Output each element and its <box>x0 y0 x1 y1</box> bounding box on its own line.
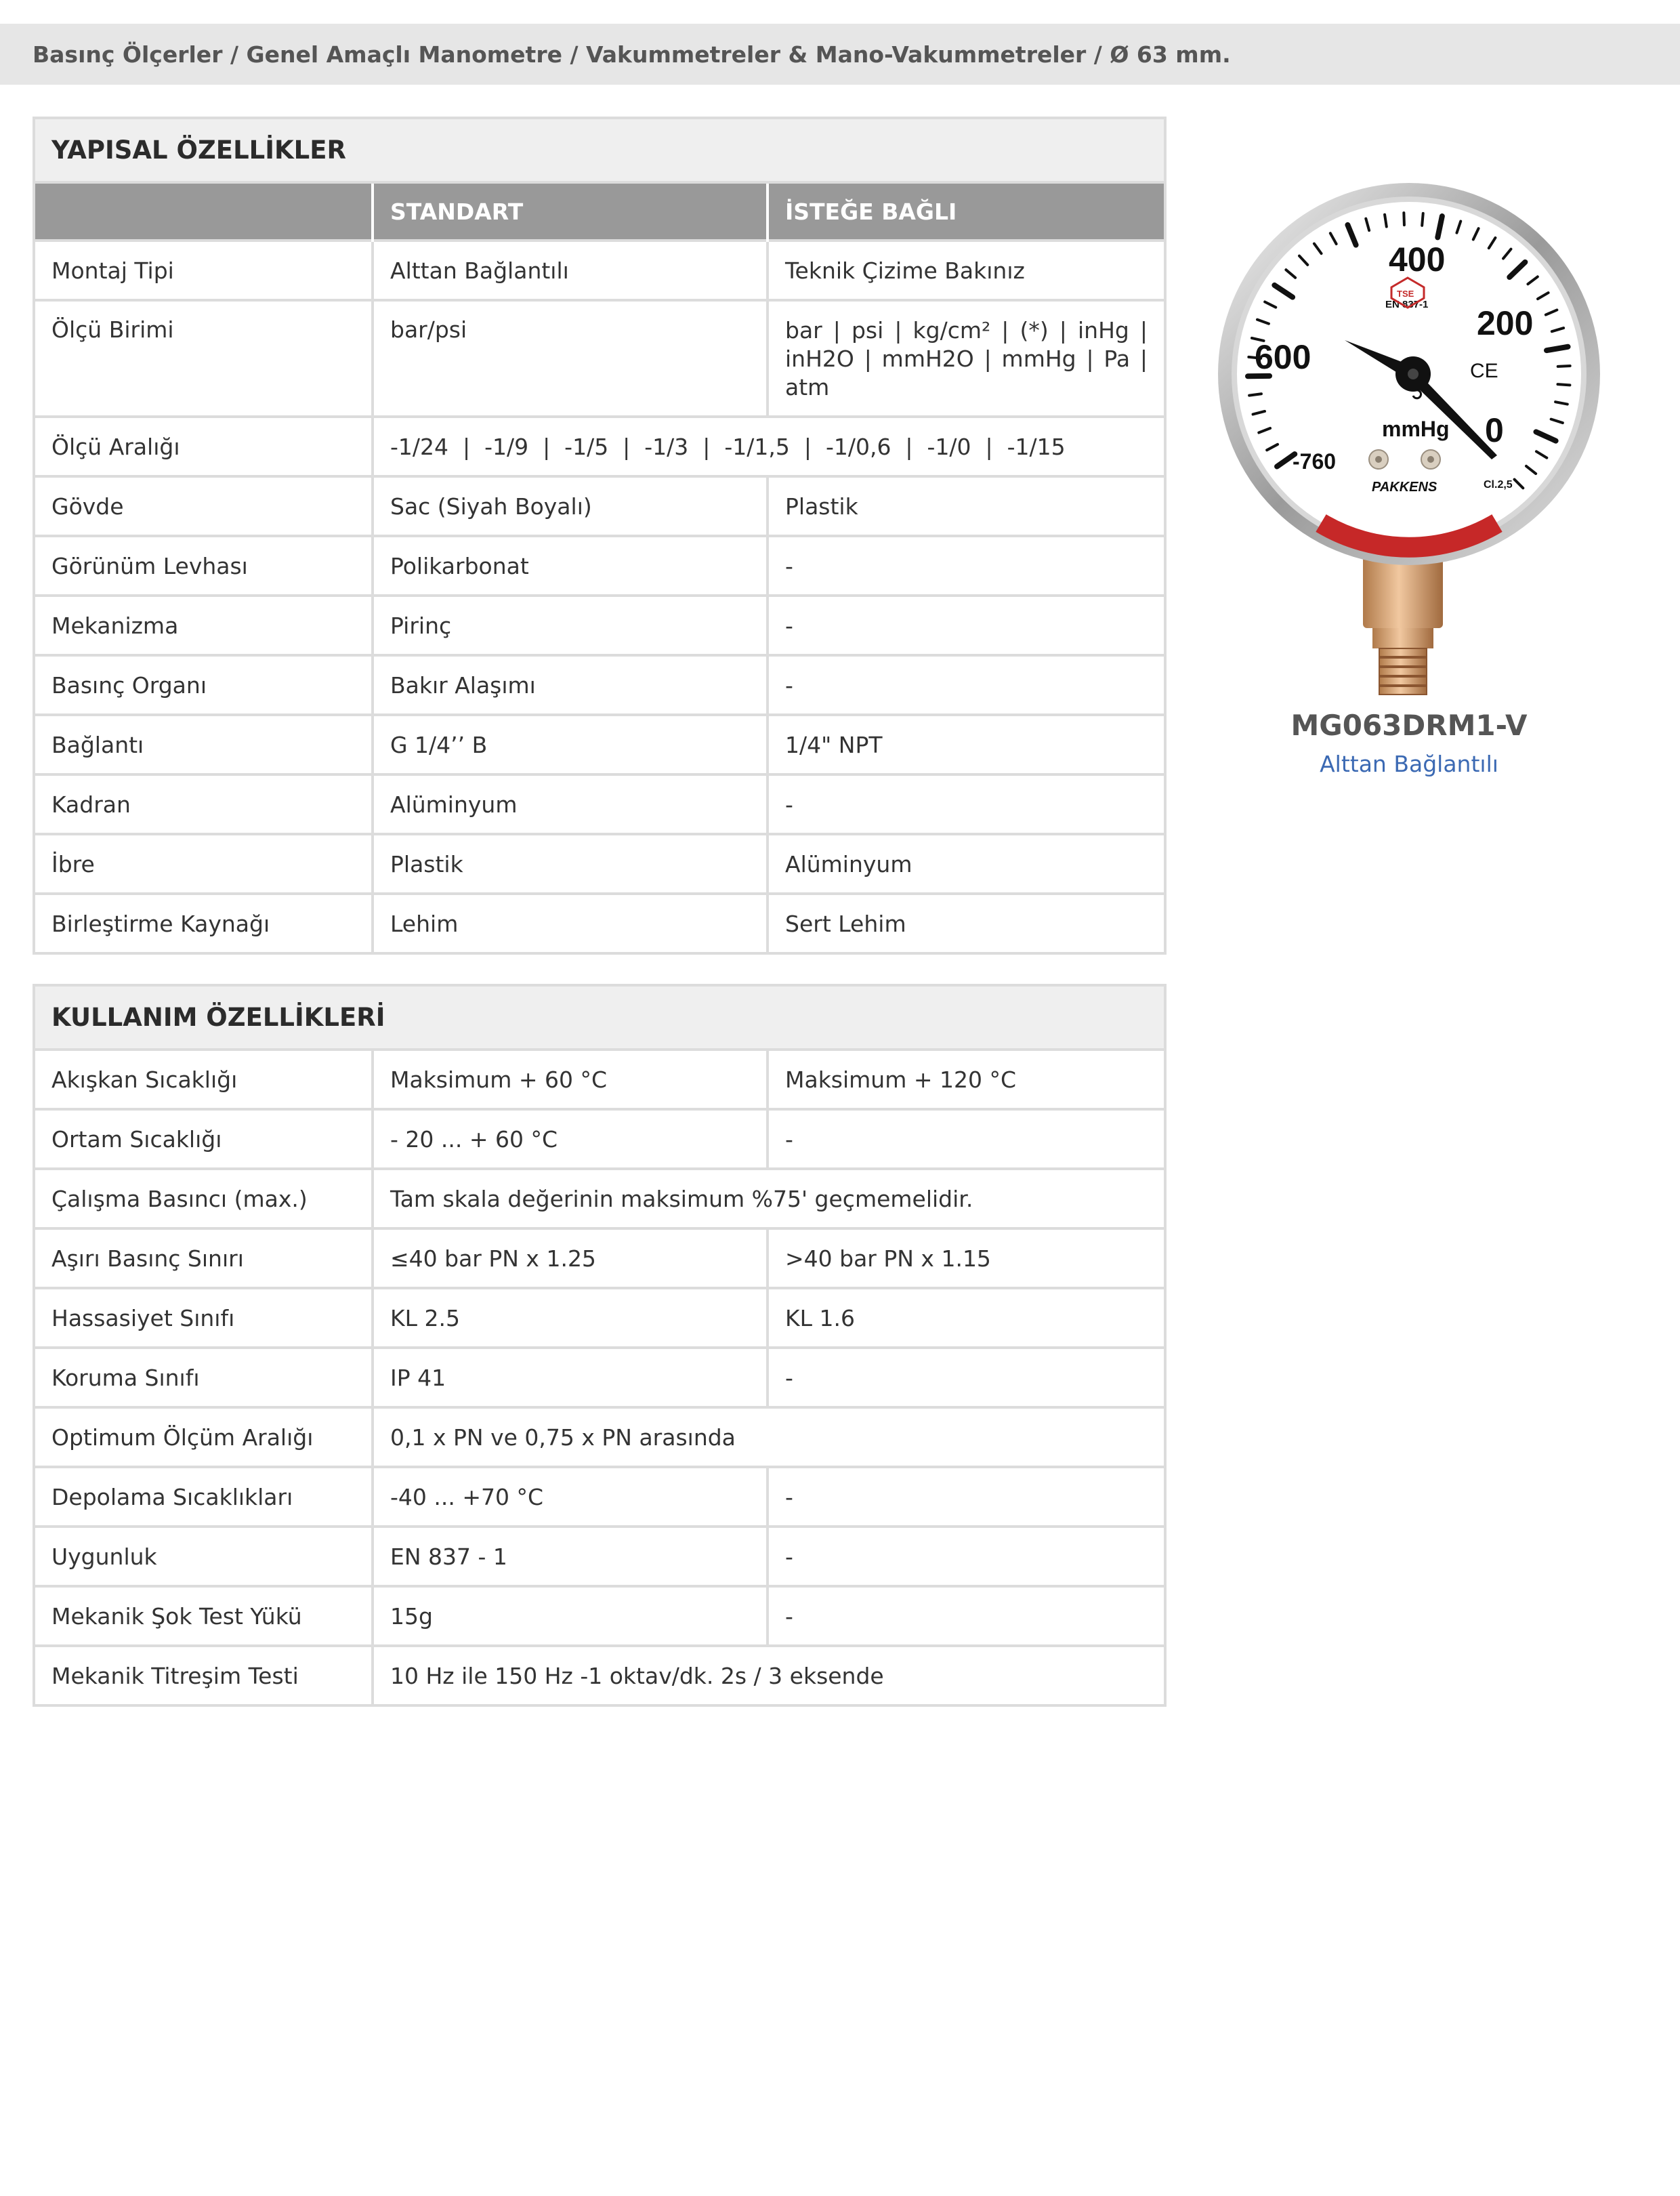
gauge-label-min: -760 <box>1293 449 1337 474</box>
spec-optional-value: Teknik Çizime Bakınız <box>768 241 1165 300</box>
spec-optional-value: - <box>768 1586 1165 1646</box>
spec-row <box>34 1348 1165 1407</box>
spec-optional-value: - <box>768 1527 1165 1586</box>
spec-row <box>34 655 1165 715</box>
spec-row <box>34 536 1165 596</box>
spec-optional-value: - <box>768 1348 1165 1407</box>
usage-spec-table <box>33 984 1167 1707</box>
column-header-blank <box>34 182 373 241</box>
spec-optional-value: KL 1.6 <box>768 1288 1165 1348</box>
gauge-class: Cl.2,5 <box>1484 479 1513 491</box>
spec-label: Çalışma Basıncı (max.) <box>34 1169 373 1228</box>
spec-standard-value: Maksimum + 60 °C <box>373 1050 768 1109</box>
column-header-optional: İSTEĞE BAĞLI <box>768 182 1165 241</box>
usage-spec-body <box>34 1050 1165 1705</box>
spec-label: Hassasiyet Sınıfı <box>34 1288 373 1348</box>
spec-optional-value: Plastik <box>768 476 1165 536</box>
spec-label: Mekanik Şok Test Yükü <box>34 1586 373 1646</box>
spec-row <box>34 1646 1165 1705</box>
ce-mark: CE <box>1470 360 1498 382</box>
spec-merged-value: 0,1 x PN ve 0,75 x PN arasında <box>373 1407 1165 1467</box>
spec-label: Görünüm Levhası <box>34 536 373 596</box>
spec-label: Uygunluk <box>34 1527 373 1586</box>
spec-label: Optimum Ölçüm Aralığı <box>34 1407 373 1467</box>
spec-optional-value: >40 bar PN x 1.15 <box>768 1228 1165 1288</box>
breadcrumb-bar <box>0 24 1680 85</box>
spec-label: Aşırı Basınç Sınırı <box>34 1228 373 1288</box>
spec-label: Ortam Sıcaklığı <box>34 1109 373 1169</box>
svg-text:TSE: TSE <box>1397 289 1414 299</box>
gauge-label-200: 200 <box>1477 304 1534 342</box>
spec-optional-value: - <box>768 596 1165 655</box>
structural-spec-table <box>33 117 1167 955</box>
spec-optional-value: Maksimum + 120 °C <box>785 1066 1017 1093</box>
spec-standard-value: KL 2.5 <box>373 1288 768 1348</box>
spec-standard-value: ≤40 bar PN x 1.25 <box>373 1228 768 1288</box>
spec-label: İbre <box>34 834 373 894</box>
spec-standard-value: Sac (Siyah Boyalı) <box>373 476 768 536</box>
spec-optional-value: - <box>768 536 1165 596</box>
gauge-unit: mmHg <box>1382 417 1450 441</box>
spec-merged-value: 10 Hz ile 150 Hz -1 oktav/dk. 2s / 3 eksende <box>373 1646 1165 1705</box>
section-title-usage: KULLANIM ÖZELLİKLERİ <box>34 985 1165 1050</box>
gauge-label-400: 400 <box>1389 241 1446 278</box>
spec-label: Basınç Organı <box>34 655 373 715</box>
spec-standard-value: G 1/4’’ B <box>373 715 768 774</box>
spec-label: Birleştirme Kaynağı <box>34 894 373 953</box>
spec-standard-value: Alüminyum <box>373 774 768 834</box>
spec-label: Bağlantı <box>34 715 373 774</box>
spec-row <box>34 1228 1165 1288</box>
product-code: MG063DRM1-V <box>1290 709 1528 742</box>
product-subtitle-link[interactable]: Alttan Bağlantılı <box>1320 751 1498 777</box>
spec-standard-value: Alttan Bağlantılı <box>373 241 768 300</box>
gauge-tick <box>1385 215 1387 227</box>
column-header-row <box>34 182 1165 241</box>
spec-standard-value: 15g <box>373 1586 768 1646</box>
spec-row <box>34 834 1165 894</box>
spec-standard-value: EN 837 - 1 <box>373 1527 768 1586</box>
gauge-label-0: 0 <box>1485 411 1504 449</box>
gauge-tick <box>1557 384 1570 385</box>
spec-row <box>34 1407 1165 1467</box>
spec-standard-value: Pirinç <box>373 596 768 655</box>
spec-optional-value: - <box>768 1467 1165 1527</box>
gauge-tick <box>1547 347 1568 350</box>
spec-label: Gövde <box>34 476 373 536</box>
gauge-brand: PAKKENS <box>1372 480 1437 495</box>
spec-label: Mekanik Titreşim Testi <box>34 1646 373 1705</box>
spec-standard-value: - 20 ... + 60 °C <box>373 1109 768 1169</box>
spec-standard-value: bar/psi <box>373 300 768 417</box>
gauge-tick <box>1422 213 1423 226</box>
spec-row <box>34 1050 1165 1109</box>
spec-standard-value: Plastik <box>373 834 768 894</box>
spec-row <box>34 1109 1165 1169</box>
spec-row <box>34 774 1165 834</box>
spec-row <box>34 596 1165 655</box>
spec-label: Koruma Sınıfı <box>34 1348 373 1407</box>
spec-optional-value: - <box>768 1109 1165 1169</box>
spec-row <box>34 715 1165 774</box>
spec-standard-value: Polikarbonat <box>373 536 768 596</box>
spec-optional-value: - <box>768 655 1165 715</box>
spec-label: Montaj Tipi <box>34 241 373 300</box>
gauge-label-600: 600 <box>1255 338 1311 376</box>
breadcrumb: Basınç Ölçerler / Genel Amaçlı Manometre / Vakummetreler & Mano-Vakummetreler / Ø 63 mm. <box>33 41 1231 68</box>
spec-standard-value: Lehim <box>373 894 768 953</box>
spec-optional-value: - <box>768 774 1165 834</box>
gauge-tick <box>1558 366 1570 367</box>
spec-merged-value: -1/24 | -1/9 | -1/5 | -1/3 | -1/1,5 | -1/0,6 | -1/0 | -1/15 <box>373 417 1165 476</box>
section-title-structural: YAPISAL ÖZELLİKLER <box>34 118 1165 182</box>
structural-spec-body <box>34 241 1165 953</box>
spec-row <box>34 417 1165 476</box>
spec-label: Ölçü Aralığı <box>34 417 373 476</box>
pressure-gauge-image <box>1213 178 1605 699</box>
spec-row <box>34 1527 1165 1586</box>
gauge-connection <box>1363 554 1443 695</box>
spec-optional-value: bar | psi | kg/cm² | (*) | inHg | inH2O | mmH2O | mmHg | Pa | atm <box>768 300 1165 417</box>
spec-label: Depolama Sıcaklıkları <box>34 1467 373 1527</box>
spec-label: Ölçü Birimi <box>34 300 373 417</box>
spec-optional-value: Alüminyum <box>768 834 1165 894</box>
spec-row <box>34 1169 1165 1228</box>
spec-row <box>34 1586 1165 1646</box>
spec-optional-value: Sert Lehim <box>768 894 1165 953</box>
gauge-tick <box>1249 394 1261 395</box>
spec-row <box>34 1467 1165 1527</box>
spec-standard-value: Bakır Alaşımı <box>373 655 768 715</box>
made-in-label: Made in Turkey <box>1374 525 1437 535</box>
spec-row <box>34 476 1165 536</box>
gauge-standard: EN 837-1 <box>1385 299 1429 310</box>
spec-optional-value: 1/4" NPT <box>768 715 1165 774</box>
spec-row <box>34 241 1165 300</box>
spec-label: Mekanizma <box>34 596 373 655</box>
spec-standard-value: -40 ... +70 °C <box>373 1467 768 1527</box>
spec-row <box>34 1288 1165 1348</box>
spec-row <box>34 300 1165 417</box>
spec-merged-value: Tam skala değerinin maksimum %75' geçmemelidir. <box>373 1169 1165 1228</box>
spec-standard-value: IP 41 <box>373 1348 768 1407</box>
column-header-standard: STANDART <box>373 182 768 241</box>
spec-label: Kadran <box>34 774 373 834</box>
spec-row <box>34 894 1165 953</box>
spec-label: Akışkan Sıcaklığı <box>34 1050 373 1109</box>
